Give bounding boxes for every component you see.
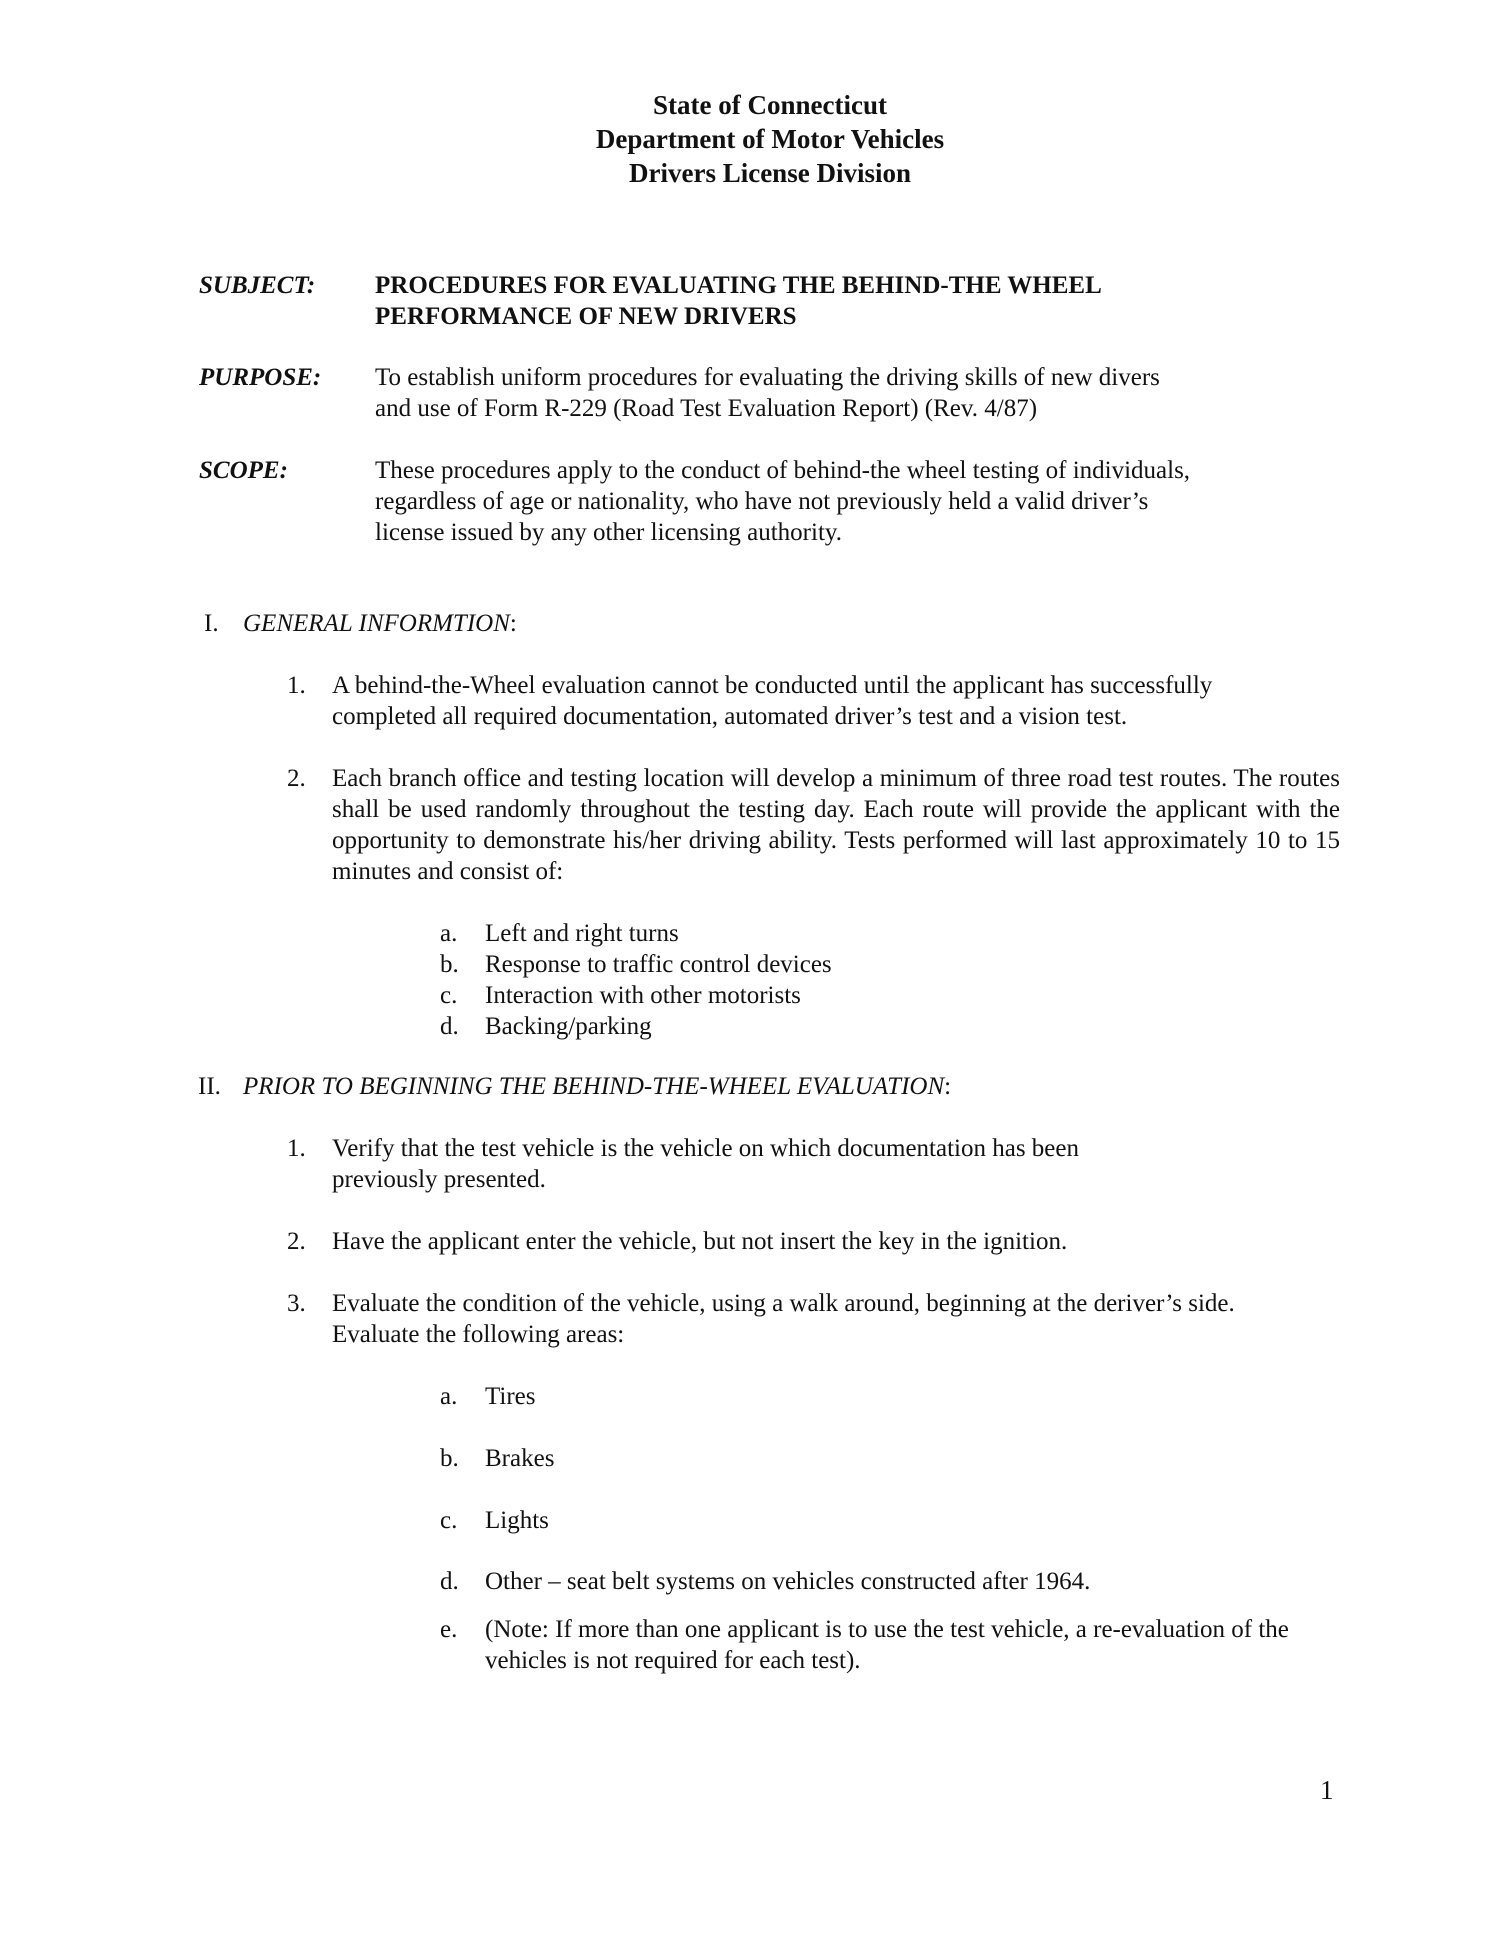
section-1-title: GENERAL INFORMTION bbox=[243, 610, 510, 637]
item-text: Have the applicant enter the vehicle, but not insert the key in the ignition. bbox=[332, 1228, 1068, 1255]
scope-line: These procedures apply to the conduct of behind-the wheel testing of individuals, bbox=[375, 457, 1191, 484]
sub-item-letter: d. bbox=[440, 1568, 459, 1595]
document-header bbox=[0, 88, 1500, 190]
item-number: 1. bbox=[287, 672, 306, 699]
item-text bbox=[332, 1133, 1337, 1195]
item-number: 1. bbox=[287, 1135, 306, 1162]
item-number: 2. bbox=[287, 765, 306, 792]
purpose-line: To establish uniform procedures for evaluating the driving skills of new divers bbox=[375, 364, 1160, 391]
purpose-text bbox=[375, 362, 1275, 424]
purpose-line: and use of Form R-229 (Road Test Evaluation Report) (Rev. 4/87) bbox=[375, 395, 1038, 422]
scope-text bbox=[375, 455, 1275, 548]
sub-item-letter: b. bbox=[440, 1445, 459, 1472]
section-2-title: PRIOR TO BEGINNING THE BEHIND-THE-WHEEL EVALUATION bbox=[243, 1073, 945, 1100]
sub-item-text: Other – seat belt systems on vehicles constructed after 1964. bbox=[485, 1568, 1091, 1595]
sub-item-text: Brakes bbox=[485, 1445, 555, 1472]
section-1-colon: : bbox=[509, 610, 517, 637]
subject-line: PROCEDURES FOR EVALUATING THE BEHIND-THE WHEEL bbox=[375, 272, 1102, 299]
item-line: Verify that the test vehicle is the vehicle on which documentation has been bbox=[332, 1135, 1079, 1162]
sub-item-line: vehicles is not required for each test). bbox=[485, 1647, 861, 1674]
sub-item-letter: e. bbox=[440, 1616, 458, 1643]
item-line: A behind-the-Wheel evaluation cannot be conducted until the applicant has successfully bbox=[332, 672, 1213, 699]
item-line: Evaluate the condition of the vehicle, using a walk around, beginning at the deriver’s side. bbox=[332, 1290, 1235, 1317]
page-number: 1 bbox=[1320, 1775, 1334, 1805]
sub-item-text: Interaction with other motorists bbox=[485, 982, 801, 1009]
sub-item-letter: a. bbox=[440, 1383, 458, 1410]
item-text bbox=[332, 670, 1337, 732]
header-division: Drivers License Division bbox=[629, 158, 911, 188]
header-state: State of Connecticut bbox=[653, 90, 887, 120]
sub-item-text: Tires bbox=[485, 1383, 536, 1410]
section-2-heading bbox=[198, 1071, 951, 1102]
purpose-label: PURPOSE: bbox=[199, 364, 322, 391]
item-line: completed all required documentation, automated driver’s test and a vision test. bbox=[332, 703, 1128, 730]
item-number: 3. bbox=[287, 1290, 306, 1317]
sub-item-letter: c. bbox=[440, 1507, 458, 1534]
sub-item-text: Response to traffic control devices bbox=[485, 951, 832, 978]
scope-line: license issued by any other licensing authority. bbox=[375, 519, 843, 546]
item-line: Evaluate the following areas: bbox=[332, 1321, 625, 1348]
section-2-numeral: II. bbox=[198, 1073, 221, 1100]
sub-item-letter: a. bbox=[440, 920, 458, 947]
item-text bbox=[332, 1288, 1337, 1350]
item-text: Each branch office and testing location will develop a minimum of three road test routes. The routes shall be used randomly throughout the testing day. Each route will provide the applicant with the opportunity to demonstrate his/her driving ability. Tests performed will last approximately 10 to 15 minutes and consist of: bbox=[332, 765, 1340, 885]
sub-item-text: Lights bbox=[485, 1507, 549, 1534]
scope-line: regardless of age or nationality, who have not previously held a valid driver’s bbox=[375, 488, 1149, 515]
subject-line: PERFORMANCE OF NEW DRIVERS bbox=[375, 303, 797, 330]
sub-item-text: Left and right turns bbox=[485, 920, 679, 947]
section-2-colon: : bbox=[944, 1073, 952, 1100]
subject-label: SUBJECT: bbox=[199, 272, 316, 299]
subject-text bbox=[375, 270, 1275, 332]
sub-item-letter: c. bbox=[440, 982, 458, 1009]
item-line: previously presented. bbox=[332, 1166, 546, 1193]
sub-item-letter: d. bbox=[440, 1013, 459, 1040]
item-number: 2. bbox=[287, 1228, 306, 1255]
sub-item-text: Backing/parking bbox=[485, 1013, 652, 1040]
sub-item-line: (Note: If more than one applicant is to use the test vehicle, a re-evaluation of the bbox=[485, 1616, 1289, 1643]
header-department: Department of Motor Vehicles bbox=[595, 124, 945, 154]
section-1-heading bbox=[204, 608, 517, 639]
sub-item-text bbox=[485, 1614, 1385, 1676]
section-1-numeral: I. bbox=[204, 610, 219, 637]
sub-item-letter: b. bbox=[440, 951, 459, 978]
scope-label: SCOPE: bbox=[199, 457, 288, 484]
